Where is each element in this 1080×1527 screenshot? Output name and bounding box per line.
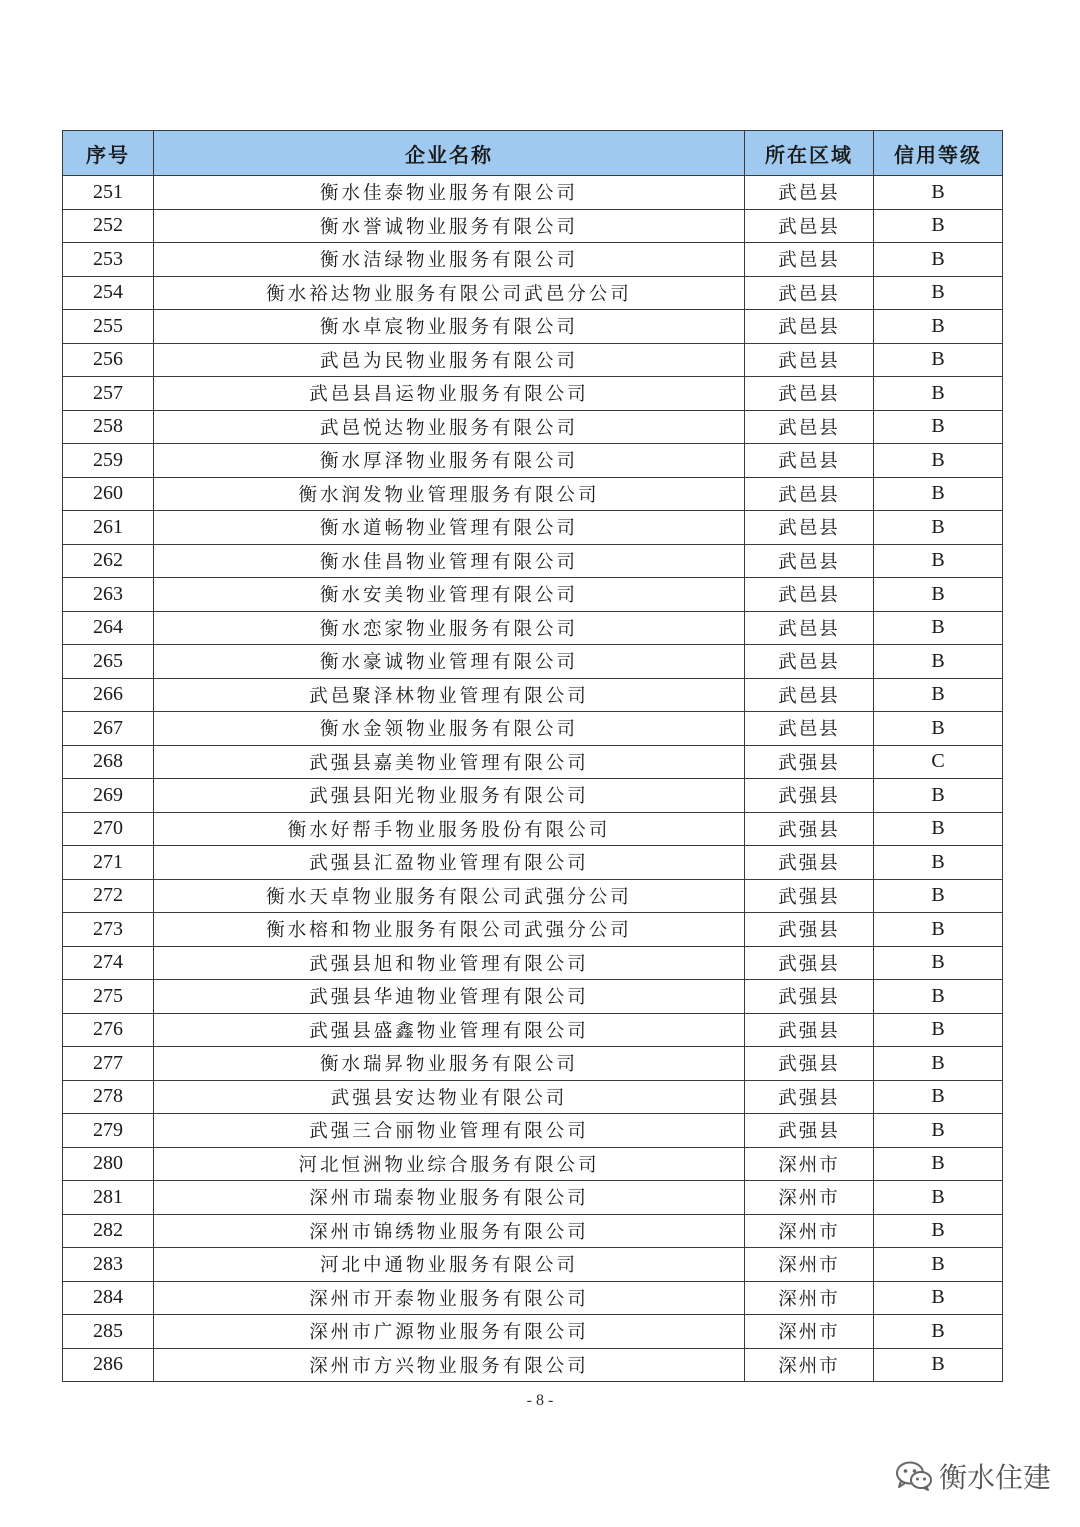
serial-number-cell: 265 xyxy=(63,645,154,679)
credit-rating-cell: B xyxy=(874,913,1003,947)
region-cell: 深州市 xyxy=(745,1315,874,1349)
company-name-cell: 武邑悦达物业服务有限公司 xyxy=(154,410,745,444)
credit-rating-cell: B xyxy=(874,578,1003,612)
table-row xyxy=(63,712,1003,746)
region-cell: 武邑县 xyxy=(745,176,874,210)
region-cell: 武邑县 xyxy=(745,544,874,578)
table-row xyxy=(63,879,1003,913)
credit-rating-cell: B xyxy=(874,879,1003,913)
region-cell: 武强县 xyxy=(745,779,874,813)
credit-rating-table-container xyxy=(62,130,1002,1382)
table-row xyxy=(63,1214,1003,1248)
company-name-cell: 衡水豪诚物业管理有限公司 xyxy=(154,645,745,679)
table-row xyxy=(63,1348,1003,1382)
serial-number-cell: 254 xyxy=(63,276,154,310)
serial-number-cell: 270 xyxy=(63,812,154,846)
serial-number-cell: 274 xyxy=(63,946,154,980)
serial-number-cell: 264 xyxy=(63,611,154,645)
credit-rating-cell: B xyxy=(874,176,1003,210)
company-name-cell: 河北恒洲物业综合服务有限公司 xyxy=(154,1147,745,1181)
credit-rating-cell: B xyxy=(874,812,1003,846)
serial-number-cell: 262 xyxy=(63,544,154,578)
table-row xyxy=(63,645,1003,679)
credit-rating-cell: B xyxy=(874,946,1003,980)
region-cell: 武强县 xyxy=(745,745,874,779)
company-name-cell: 武邑为民物业服务有限公司 xyxy=(154,343,745,377)
company-name-cell: 深州市开泰物业服务有限公司 xyxy=(154,1281,745,1315)
credit-rating-cell: B xyxy=(874,645,1003,679)
table-row xyxy=(63,846,1003,880)
table-row xyxy=(63,1315,1003,1349)
company-name-cell: 衡水天卓物业服务有限公司武强分公司 xyxy=(154,879,745,913)
serial-number-cell: 268 xyxy=(63,745,154,779)
credit-rating-cell: B xyxy=(874,1181,1003,1215)
table-row xyxy=(63,1281,1003,1315)
credit-rating-cell: C xyxy=(874,745,1003,779)
table-row xyxy=(63,980,1003,1014)
serial-number-cell: 256 xyxy=(63,343,154,377)
serial-number-cell: 285 xyxy=(63,1315,154,1349)
company-name-cell: 深州市广源物业服务有限公司 xyxy=(154,1315,745,1349)
region-cell: 深州市 xyxy=(745,1181,874,1215)
credit-rating-cell: B xyxy=(874,511,1003,545)
company-name-cell: 衡水恋家物业服务有限公司 xyxy=(154,611,745,645)
company-name-cell: 武强三合丽物业管理有限公司 xyxy=(154,1114,745,1148)
company-name-cell: 武强县阳光物业服务有限公司 xyxy=(154,779,745,813)
table-row xyxy=(63,812,1003,846)
company-name-cell: 衡水润发物业管理服务有限公司 xyxy=(154,477,745,511)
company-name-cell: 衡水好帮手物业服务股份有限公司 xyxy=(154,812,745,846)
company-name-cell: 衡水榕和物业服务有限公司武强分公司 xyxy=(154,913,745,947)
region-cell: 武强县 xyxy=(745,879,874,913)
company-name-cell: 衡水安美物业管理有限公司 xyxy=(154,578,745,612)
header-row xyxy=(63,131,1003,176)
table-row xyxy=(63,444,1003,478)
table-header xyxy=(63,131,1003,176)
serial-number-cell: 263 xyxy=(63,578,154,612)
table-row xyxy=(63,544,1003,578)
credit-rating-cell: B xyxy=(874,310,1003,344)
region-cell: 武邑县 xyxy=(745,444,874,478)
header-region: 所在区域 xyxy=(745,131,874,176)
serial-number-cell: 278 xyxy=(63,1080,154,1114)
serial-number-cell: 267 xyxy=(63,712,154,746)
credit-rating-cell: B xyxy=(874,276,1003,310)
serial-number-cell: 277 xyxy=(63,1047,154,1081)
region-cell: 深州市 xyxy=(745,1147,874,1181)
credit-rating-cell: B xyxy=(874,1114,1003,1148)
credit-rating-cell: B xyxy=(874,1080,1003,1114)
table-row xyxy=(63,276,1003,310)
serial-number-cell: 255 xyxy=(63,310,154,344)
header-credit-rating: 信用等级 xyxy=(874,131,1003,176)
table-row xyxy=(63,209,1003,243)
credit-rating-cell: B xyxy=(874,1248,1003,1282)
credit-rating-cell: B xyxy=(874,243,1003,277)
company-name-cell: 武强县汇盈物业管理有限公司 xyxy=(154,846,745,880)
region-cell: 武强县 xyxy=(745,980,874,1014)
company-name-cell: 武邑聚泽林物业管理有限公司 xyxy=(154,678,745,712)
region-cell: 深州市 xyxy=(745,1214,874,1248)
table-row xyxy=(63,779,1003,813)
table-row xyxy=(63,243,1003,277)
region-cell: 武邑县 xyxy=(745,310,874,344)
credit-rating-cell: B xyxy=(874,1281,1003,1315)
region-cell: 武强县 xyxy=(745,812,874,846)
serial-number-cell: 253 xyxy=(63,243,154,277)
company-name-cell: 武强县嘉美物业管理有限公司 xyxy=(154,745,745,779)
region-cell: 深州市 xyxy=(745,1248,874,1282)
credit-rating-cell: B xyxy=(874,1348,1003,1382)
serial-number-cell: 252 xyxy=(63,209,154,243)
region-cell: 武强县 xyxy=(745,1013,874,1047)
credit-rating-cell: B xyxy=(874,846,1003,880)
company-name-cell: 衡水瑞昇物业服务有限公司 xyxy=(154,1047,745,1081)
wechat-icon xyxy=(895,1460,933,1492)
credit-rating-cell: B xyxy=(874,779,1003,813)
region-cell: 武邑县 xyxy=(745,645,874,679)
company-name-cell: 武邑县昌运物业服务有限公司 xyxy=(154,377,745,411)
serial-number-cell: 286 xyxy=(63,1348,154,1382)
serial-number-cell: 279 xyxy=(63,1114,154,1148)
table-row xyxy=(63,1114,1003,1148)
region-cell: 深州市 xyxy=(745,1281,874,1315)
credit-rating-cell: B xyxy=(874,678,1003,712)
company-name-cell: 武强县安达物业有限公司 xyxy=(154,1080,745,1114)
table-row xyxy=(63,1047,1003,1081)
table-row xyxy=(63,1080,1003,1114)
serial-number-cell: 258 xyxy=(63,410,154,444)
region-cell: 武强县 xyxy=(745,1047,874,1081)
table-row xyxy=(63,946,1003,980)
company-name-cell: 武强县华迪物业管理有限公司 xyxy=(154,980,745,1014)
credit-rating-cell: B xyxy=(874,980,1003,1014)
company-name-cell: 衡水裕达物业服务有限公司武邑分公司 xyxy=(154,276,745,310)
serial-number-cell: 283 xyxy=(63,1248,154,1282)
watermark-text: 衡水住建 xyxy=(939,1461,1052,1494)
credit-rating-cell: B xyxy=(874,712,1003,746)
credit-rating-table xyxy=(62,130,1003,1382)
credit-rating-cell: B xyxy=(874,343,1003,377)
serial-number-cell: 251 xyxy=(63,176,154,210)
serial-number-cell: 271 xyxy=(63,846,154,880)
table-row xyxy=(63,678,1003,712)
company-name-cell: 深州市瑞泰物业服务有限公司 xyxy=(154,1181,745,1215)
table-row xyxy=(63,1248,1003,1282)
credit-rating-cell: B xyxy=(874,209,1003,243)
serial-number-cell: 282 xyxy=(63,1214,154,1248)
region-cell: 武强县 xyxy=(745,846,874,880)
table-row xyxy=(63,343,1003,377)
region-cell: 武强县 xyxy=(745,913,874,947)
serial-number-cell: 273 xyxy=(63,913,154,947)
region-cell: 武邑县 xyxy=(745,678,874,712)
company-name-cell: 衡水佳昌物业管理有限公司 xyxy=(154,544,745,578)
region-cell: 武强县 xyxy=(745,1080,874,1114)
table-row xyxy=(63,578,1003,612)
table-row xyxy=(63,176,1003,210)
credit-rating-cell: B xyxy=(874,1315,1003,1349)
watermark xyxy=(895,1456,1051,1496)
header-serial-number: 序号 xyxy=(63,131,154,176)
table-row xyxy=(63,913,1003,947)
table-row xyxy=(63,745,1003,779)
serial-number-cell: 257 xyxy=(63,377,154,411)
serial-number-cell: 284 xyxy=(63,1281,154,1315)
region-cell: 武邑县 xyxy=(745,477,874,511)
company-name-cell: 武强县旭和物业管理有限公司 xyxy=(154,946,745,980)
region-cell: 武邑县 xyxy=(745,243,874,277)
credit-rating-cell: B xyxy=(874,611,1003,645)
company-name-cell: 衡水佳泰物业服务有限公司 xyxy=(154,176,745,210)
region-cell: 武邑县 xyxy=(745,343,874,377)
company-name-cell: 衡水金领物业服务有限公司 xyxy=(154,712,745,746)
table-row xyxy=(63,410,1003,444)
company-name-cell: 衡水洁绿物业服务有限公司 xyxy=(154,243,745,277)
serial-number-cell: 281 xyxy=(63,1181,154,1215)
credit-rating-cell: B xyxy=(874,1147,1003,1181)
credit-rating-cell: B xyxy=(874,1214,1003,1248)
serial-number-cell: 266 xyxy=(63,678,154,712)
serial-number-cell: 275 xyxy=(63,980,154,1014)
region-cell: 武强县 xyxy=(745,1114,874,1148)
company-name-cell: 河北中通物业服务有限公司 xyxy=(154,1248,745,1282)
credit-rating-cell: B xyxy=(874,544,1003,578)
company-name-cell: 深州市方兴物业服务有限公司 xyxy=(154,1348,745,1382)
region-cell: 深州市 xyxy=(745,1348,874,1382)
credit-rating-cell: B xyxy=(874,1013,1003,1047)
region-cell: 武邑县 xyxy=(745,410,874,444)
company-name-cell: 衡水厚泽物业服务有限公司 xyxy=(154,444,745,478)
company-name-cell: 深州市锦绣物业服务有限公司 xyxy=(154,1214,745,1248)
region-cell: 武邑县 xyxy=(745,611,874,645)
company-name-cell: 衡水卓宸物业服务有限公司 xyxy=(154,310,745,344)
table-row xyxy=(63,377,1003,411)
serial-number-cell: 272 xyxy=(63,879,154,913)
table-row xyxy=(63,611,1003,645)
table-body xyxy=(63,176,1003,1382)
company-name-cell: 武强县盛鑫物业管理有限公司 xyxy=(154,1013,745,1047)
company-name-cell: 衡水誉诚物业服务有限公司 xyxy=(154,209,745,243)
credit-rating-cell: B xyxy=(874,1047,1003,1081)
table-row xyxy=(63,1147,1003,1181)
table-row xyxy=(63,1013,1003,1047)
region-cell: 武邑县 xyxy=(745,377,874,411)
page-number: - 8 - xyxy=(526,1392,554,1409)
table-row xyxy=(63,1181,1003,1215)
serial-number-cell: 260 xyxy=(63,477,154,511)
serial-number-cell: 259 xyxy=(63,444,154,478)
region-cell: 武邑县 xyxy=(745,511,874,545)
serial-number-cell: 261 xyxy=(63,511,154,545)
region-cell: 武邑县 xyxy=(745,712,874,746)
table-row xyxy=(63,477,1003,511)
credit-rating-cell: B xyxy=(874,410,1003,444)
region-cell: 武强县 xyxy=(745,946,874,980)
region-cell: 武邑县 xyxy=(745,209,874,243)
credit-rating-cell: B xyxy=(874,477,1003,511)
serial-number-cell: 280 xyxy=(63,1147,154,1181)
header-company-name: 企业名称 xyxy=(154,131,745,176)
region-cell: 武邑县 xyxy=(745,276,874,310)
serial-number-cell: 276 xyxy=(63,1013,154,1047)
credit-rating-cell: B xyxy=(874,377,1003,411)
table-row xyxy=(63,310,1003,344)
serial-number-cell: 269 xyxy=(63,779,154,813)
company-name-cell: 衡水道畅物业管理有限公司 xyxy=(154,511,745,545)
region-cell: 武邑县 xyxy=(745,578,874,612)
credit-rating-cell: B xyxy=(874,444,1003,478)
table-row xyxy=(63,511,1003,545)
